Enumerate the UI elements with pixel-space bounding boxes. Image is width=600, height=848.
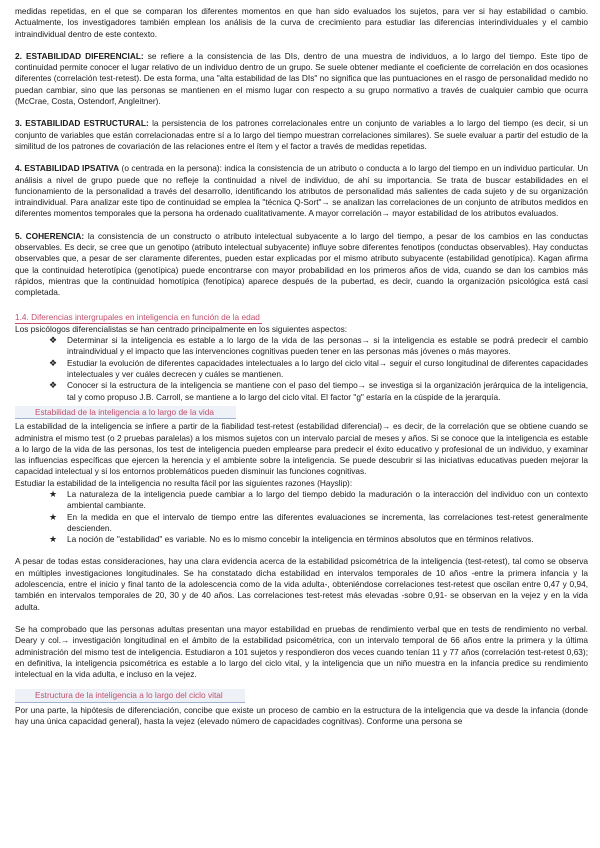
item-text: (o centrada en la persona): indica la consistencia de un atributo o conducta a lo largo del tiempo en un individuo particular. Un análisis a nivel de grupo puede que no refleje la continuidad a nivel de individuo, de ahí su importancia. Se trata de buscar estabilidades en el funcionamiento de la personalidad a través del desarrollo, identificando los atributos de personalidad más salientes de cada sujeto y de su organización intraindividual. Para analizar este tipo de continuidad se emplea la "técnica Q-Sort"→ se analizan las correlaciones de un conjunto de atributos medidos en diferentes momentos temporales que la persona ha ordenado cualitativamente. A mayor correlación→ mayor estabilidad de los atributos evaluados. xyxy=(15,163,589,219)
subheading-estabilidad: Estabilidad de la inteligencia a lo largo de la vida xyxy=(15,406,236,419)
list-item: ❖ Estudiar la evolución de diferentes capacidades intelectuales a lo largo del ciclo vital→ seguir el curso longitudinal de diferentes capacidades intelectuales y ver cuáles decrecen y cuáles se mantienen. xyxy=(49,357,588,380)
considerations-paragraph: A pesar de todas estas consideraciones, hay una clara evidencia acerca de la estabilidad psicométrica de la inteligencia (test-retest), tal como se observa en múltiples investigaciones longitudinales. Se ha constatado dicha estabilidad en intervalos temporales de 10 años -entre la primera infancia y la adolescencia, entre el inicio y final tanto de la adolescencia como de la vida adulta-, obteniéndose correlaciones test-retest que oscilan entre 0,47 y 0,94, también en intervalos temporales de 20, 30 y de 40 años. Las correlaciones test-retest más elevadas -sobre 0,91- se observan en la vejez y en la vida adulta. xyxy=(15,556,588,612)
star-bullet-list xyxy=(15,489,588,545)
star-bullet-icon: ★ xyxy=(49,534,58,545)
section-heading: 1.4. Diferencias intergrupales en inteligencia en función de la edad xyxy=(15,312,262,324)
item-label: 5. COHERENCIA: xyxy=(15,230,85,241)
structure-paragraph: Por una parte, la hipótesis de diferenciación, concibe que existe un proceso de cambio en la estructura de la inteligencia que va desde la infancia (donde hay una única capacidad general), hasta la vejez (elevado número de capacidades cognitivas). Conforme una persona se xyxy=(15,704,588,727)
subheading-estructura: Estructura de la inteligencia a lo largo del ciclo vital xyxy=(15,689,245,702)
intro-paragraph: medidas repetidas, en el que se comparan los diferentes momentos en que han sido evaluados los sujetos, para ver si hay estabilidad o cambio. Actualmente, los investigadores también emplean los análisis de la curva de crecimiento para estudiar las diferencias interindividuales y el cambio intraindividual dentro de este contexto. xyxy=(15,6,588,39)
item-label: 4. ESTABILIDAD IPSATIVA xyxy=(15,163,120,174)
item-estabilidad-estructural xyxy=(15,118,588,152)
list-item: ★ La naturaleza de la inteligencia puede cambiar a lo largo del tiempo debido la maduración o la interacción del individuo con un contexto ambiental cambiante. xyxy=(49,488,588,511)
diamond-bullet-icon: ❖ xyxy=(49,357,58,368)
item-estabilidad-ipsativa xyxy=(15,163,588,219)
item-coherencia xyxy=(15,231,588,299)
star-bullet-icon: ★ xyxy=(49,488,58,499)
list-item: ★ La noción de "estabilidad" es variable. No es lo mismo concebir la inteligencia en términos absolutos que en términos relativos. xyxy=(49,534,534,545)
diamond-bullet-icon: ❖ xyxy=(49,335,58,346)
diamond-bullet-icon: ❖ xyxy=(49,380,58,391)
item-text: se refiere a la consistencia de las DIs, dentro de una muestra de individuos, a lo largo del tiempo. Este tipo de continuidad permite conocer el lugar relativo de un individuo dentro de un grupo. Se suele obtener mediante el coeficiente de correlación en dos ocasiones diferentes (correlación test-retest). De esta forma, una "alta estabilidad de las DIs" no significa que las puntuaciones en el rasgo de personalidad medido no puedan cambiar, sino que las personas se mantienen en el mismo lugar con respecto a su grupo normativo a través de cualquier cambio que ocurra (McCrae, Costa, Ostendorf, Angleitner). xyxy=(15,50,588,107)
list-item: ❖ Conocer si la estructura de la inteligencia se mantiene con el paso del tiempo→ se investiga si la organización jerárquica de la inteligencia, tal y como propuso J.B. Carroll, se mantiene a lo largo del ciclo vital. El factor "g" estaría en la cúspide de la jerarquía. xyxy=(49,380,588,402)
list-item: ❖ Determinar si la inteligencia es estable a lo largo de la vida de las personas→ si la inteligencia es estable se podrá predecir el cambio intraindividual y el impacto que las intervenciones cognitivas pueden tener en las personas más jóvenes o más mayores. xyxy=(49,335,588,357)
item-text: la persistencia de los patrones correlacionales entre un conjunto de variables a lo largo del tiempo (es decir, si un conjunto de variables que están correlacionadas entre sí a lo largo del tiempo muestran correlaciones similares). Se suele evaluar a partir del estudio de la similitud de los patrones de covariación de las relaciones entre el ítem y el factor a través de medidas repetidas. xyxy=(15,118,588,151)
adults-paragraph: Se ha comprobado que las personas adultas presentan una mayor estabilidad en pruebas de rendimiento verbal que en tests de rendimiento no verbal. Deary y col.→ investigación longitudinal en el ámbito de la estabilidad psicométrica, con un intervalo temporal de 66 años entre la primera y la última administración del mismo test de inteligencia. Estudiaron a 101 sujetos y respondieron dos veces cuando tenían 11 y 77 años (correlación test-retest 0,63); en definitiva, la inteligencia psicométrica es estable a lo largo del ciclo vital, y la inteligencia que un niño muestra en la infancia predice su rendimiento intelectual en la vida adulta, e incluso en la vejez. xyxy=(15,623,588,680)
item-text: la consistencia de un constructo o atributo intelectual subyacente a lo largo del tiempo, a pesar de los cambios en las conductas observables. Es decir, se cree que un genotipo (atributo intelectual subyacente) influye sobre diferentes fenotipos (conductas observables). Hay conductas observables que, a pesar de ser claramente diferentes, pueden estar explicadas por el mismo atributo subyacente (estabilidad genotípica). Kagan afirma que la continuidad heterotípica (genotípica) puede encontrarse con mayor probabilidad en los primeros años de vida, cuando se dan los cambios más rápidos, mientras que la continuidad homotípica (fenotípica) aparece después de la pubertad, es decir, cuando la organización psicológica está casi completada. xyxy=(15,230,589,298)
item-label: 3. ESTABILIDAD ESTRUCTURAL: xyxy=(15,118,149,129)
lead-paragraph: Los psicólogos diferencialistas se han centrado principalmente en los siguientes aspectos: xyxy=(15,323,348,334)
list-item: ★ En la medida en que el intervalo de tiempo entre las diferentes evaluaciones se incrementa, las correlaciones test-retest generalmente descienden. xyxy=(49,511,588,533)
item-estabilidad-diferencial xyxy=(15,51,588,107)
star-bullet-icon: ★ xyxy=(49,511,58,522)
item-label: 2. ESTABILIDAD DIFERENCIAL: xyxy=(15,50,144,61)
stability-paragraph: La estabilidad de la inteligencia se infiere a partir de la fiabilidad test-retest (estabilidad diferencial)→ es decir, de la correlación que se obtiene cuando se administra el mismo test (o 2 pruebas paralelas) a los mismos sujetos con un intervalo parcial de meses y años. Si se conoce que la inteligencia es estable a lo largo de la vida de las personas, los test de inteligencia pueden emplearse para predecir el éxito educativo y profesional de un individuo, y examinar las influencias específicas que ejercen la herencia y el ambiente sobre la inteligencia. Se puede descubrir si las iniciativas educativas pueden mejorar la capacidad intelectual y si los entornos problemáticos pueden disminuir las funciones cognitivas. xyxy=(15,421,588,477)
diamond-bullet-list xyxy=(15,335,588,403)
stability-reasons-lead: Estudiar la estabilidad de la inteligencia no resulta fácil por las siguientes razones (Hayslip): xyxy=(15,477,353,488)
